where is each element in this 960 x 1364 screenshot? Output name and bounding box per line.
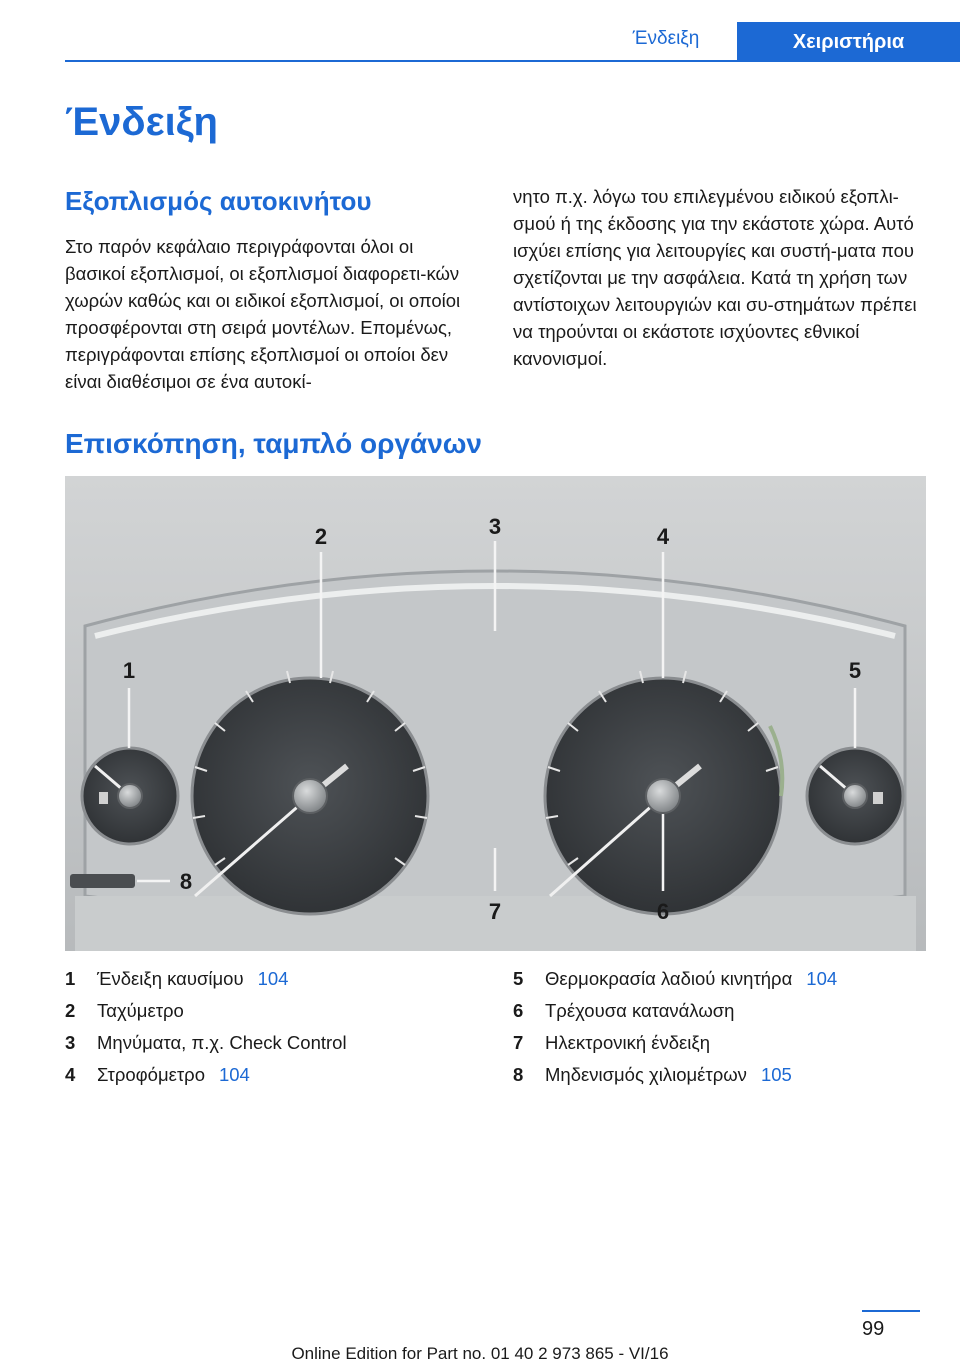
callout-6: 6 (656, 899, 670, 924)
legend-text: Στροφόμετρο (97, 1064, 205, 1085)
page-number: 99 (862, 1318, 885, 1340)
legend-text: Μηνύματα, π.χ. Check Control (97, 1032, 347, 1053)
instrument-cluster-illustration (65, 476, 926, 951)
footer-edition-text: Online Edition for Part no. 01 40 2 973 865 - VI/16 (291, 1344, 669, 1363)
legend-number: 4 (65, 1064, 76, 1085)
legend-number: 1 (65, 968, 76, 989)
legend-left (65, 963, 347, 1091)
page-title: Ένδειξη (65, 100, 218, 144)
oil-can-icon (873, 792, 883, 804)
header-chapter-tab[interactable]: Χειριστήρια (737, 22, 960, 62)
legend-text: Θερμοκρασία λαδιού κινητήρα (545, 968, 793, 989)
header-section-label: Ένδειξη (632, 28, 700, 49)
callout-2: 2 (314, 524, 328, 549)
legend-item (65, 1059, 347, 1091)
legend-item (513, 995, 837, 1027)
legend-text: Ταχύμετρο (97, 1000, 184, 1021)
callout-7: 7 (488, 899, 502, 924)
fuel-pump-icon (99, 792, 108, 804)
callout-4: 4 (656, 524, 670, 549)
legend-page-ref[interactable]: 104 (218, 1064, 250, 1085)
legend-number: 5 (513, 968, 524, 989)
legend-text: Ένδειξη καυσίμου (97, 968, 244, 989)
legend-number: 3 (65, 1032, 76, 1053)
legend-item (65, 1027, 347, 1059)
body-text-left: Στο παρόν κεφάλαιο περιγράφονται όλοι οι βασικοί εξοπλισμοί, οι εξοπλισμοί διαφορετι-κών χωρών καθώς και οι ειδικοί εξοπλισμοί, οι οποίοι προσφέρονται στη σειρά μοντέλων. Επομένως, περιγράφονται επίσης εξοπλισμοί οι οποίοι δεν είναι διαθέσιμοι σε ένα αυτοκί- (65, 236, 461, 392)
legend-number: 8 (513, 1064, 524, 1085)
callout-1: 1 (122, 658, 136, 683)
legend-right (513, 963, 837, 1091)
body-text-right: νητο π.χ. λόγω του επιλεγμένου ειδικού εξοπλι-σμού ή της έκδοσης για την εκάστοτε χώρα. Αυτό ισχύει επίσης για λειτουργίες και συστή-ματα που σχετίζονται με την ασφάλεια. Κατά τη χρήση των αντίστοιχων λειτουργιών και συ-στημάτων πρέπει να τηρούνται οι εκάστοτε ισχύοντες εθνικοί κανονισμοί. (513, 186, 917, 369)
legend-item (513, 1059, 837, 1091)
callout-3: 3 (488, 514, 502, 539)
odometer-reset-button (70, 874, 135, 888)
legend-item (513, 963, 837, 995)
legend-text: Τρέχουσα κατανάλωση (545, 1000, 735, 1021)
legend-item (65, 995, 347, 1027)
footer-rule (862, 1310, 920, 1312)
legend-number: 6 (513, 1000, 524, 1021)
callout-8: 8 (179, 869, 193, 894)
legend-page-ref[interactable]: 104 (257, 968, 289, 989)
legend-number: 2 (65, 1000, 76, 1021)
legend-page-ref[interactable]: 105 (760, 1064, 792, 1085)
section-heading: Εξοπλισμός αυτοκινήτου (65, 186, 372, 216)
legend-text: Ηλεκτρονική ένδειξη (545, 1032, 710, 1053)
oil-temperature-gauge (807, 748, 903, 844)
fuel-gauge (82, 748, 178, 844)
legend-item (513, 1027, 837, 1059)
legend-item (65, 963, 347, 995)
legend-number: 7 (513, 1032, 524, 1053)
legend-text: Μηδενισμός χιλιομέτρων (545, 1064, 747, 1085)
overview-heading: Επισκόπηση, ταμπλό οργάνων (65, 428, 482, 459)
legend-page-ref[interactable]: 104 (806, 968, 838, 989)
callout-5: 5 (848, 658, 862, 683)
